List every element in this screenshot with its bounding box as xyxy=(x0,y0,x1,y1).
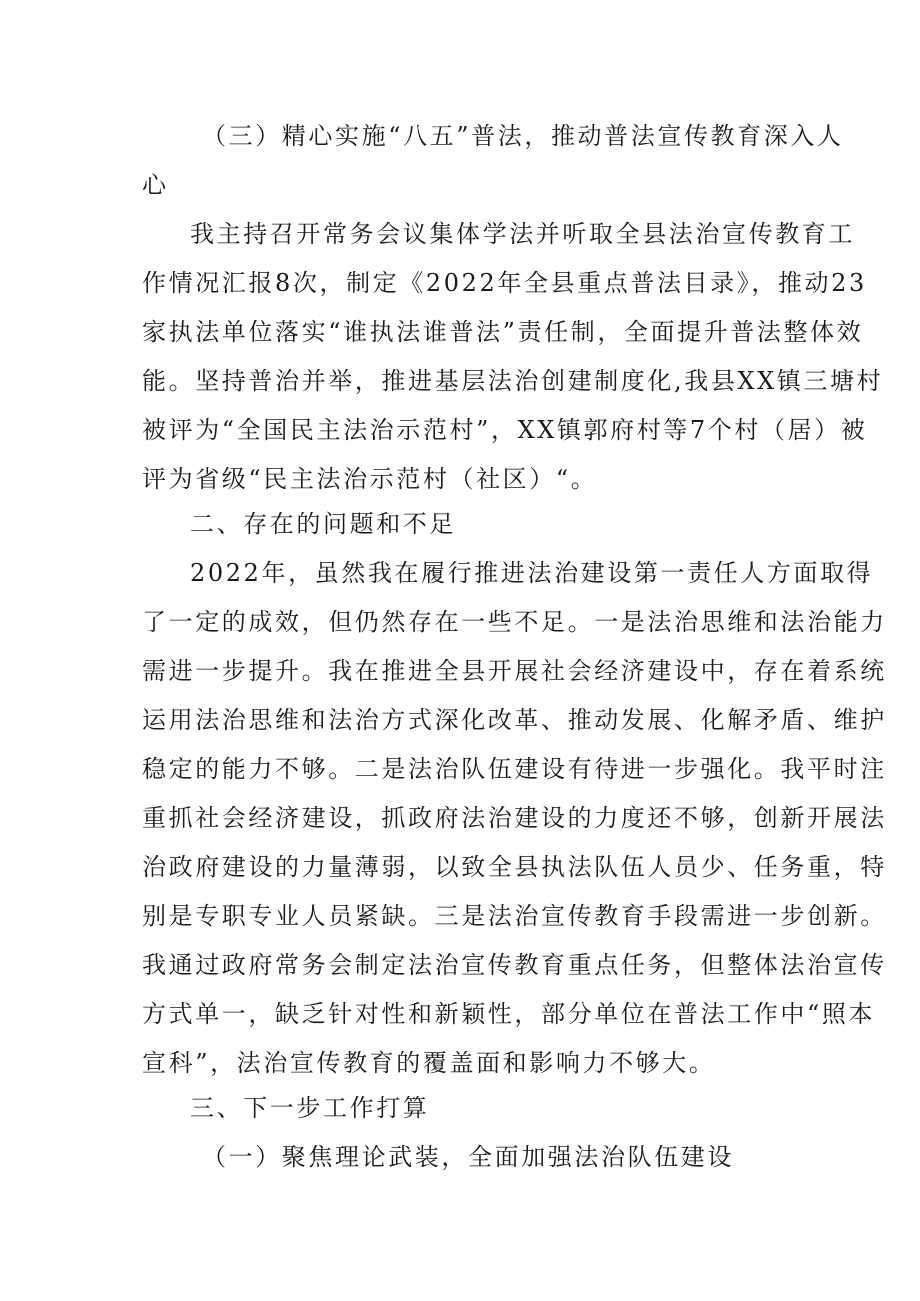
paragraph-line: 治政府建设的力量薄弱，以致全县执法队伍人员少、任务重，特 xyxy=(142,853,887,881)
section-3-heading-line-1: （三）精心实施“八五”普法，推动普法宣传教育深入人 xyxy=(202,122,844,150)
paragraph-line: 别是专职专业人员紧缺。三是法治宣传教育手段需进一步创新。 xyxy=(142,902,887,930)
paragraph-line: 作情况汇报8次，制定《2022年全县重点普法目录》，推动23 xyxy=(142,269,867,297)
paragraph-line: 我通过政府常务会制定法治宣传教育重点任务，但整体法治宣传 xyxy=(142,951,887,979)
heading-next-steps: 三、下一步工作打算 xyxy=(190,1094,430,1122)
paragraph-line: 我主持召开常务会议集体学法并听取全县法治宣传教育工 xyxy=(190,220,855,248)
paragraph-line: 2022年，虽然我在履行推进法治建设第一责任人方面取得 xyxy=(190,559,874,587)
subheading-theory: （一）聚焦理论武装，全面加强法治队伍建设 xyxy=(202,1143,734,1171)
paragraph-line: 重抓社会经济建设，抓政府法治建设的力度还不够，创新开展法 xyxy=(142,804,887,832)
heading-problems: 二、存在的问题和不足 xyxy=(190,510,456,538)
paragraph-line: 需进一步提升。我在推进全县开展社会经济建设中，存在着系统 xyxy=(142,657,887,685)
section-3-heading-line-2: 心 xyxy=(142,171,169,199)
paragraph-line: 能。坚持普治并举，推进基层法治创建制度化,我县XX镇三塘村 xyxy=(142,367,884,395)
paragraph-line: 稳定的能力不够。二是法治队伍建设有待进一步强化。我平时注 xyxy=(142,755,887,783)
paragraph-line: 家执法单位落实“谁执法谁普法”责任制，全面提升普法整体效 xyxy=(142,318,864,346)
paragraph-line: 方式单一，缺乏针对性和新颖性，部分单位在普法工作中“照本 xyxy=(142,1000,876,1028)
paragraph-line: 宣科”，法治宣传教育的覆盖面和影响力不够大。 xyxy=(142,1049,716,1077)
paragraph-line: 被评为“全国民主法治示范村”，XX镇郭府村等7个村（居）被 xyxy=(142,416,868,444)
paragraph-line: 评为省级“民主法治示范村（社区）“。 xyxy=(142,465,598,493)
paragraph-line: 运用法治思维和法治方式深化改革、推动发展、化解矛盾、维护 xyxy=(142,706,887,734)
paragraph-line: 了一定的成效，但仍然存在一些不足。一是法治思维和法治能力 xyxy=(142,608,887,636)
